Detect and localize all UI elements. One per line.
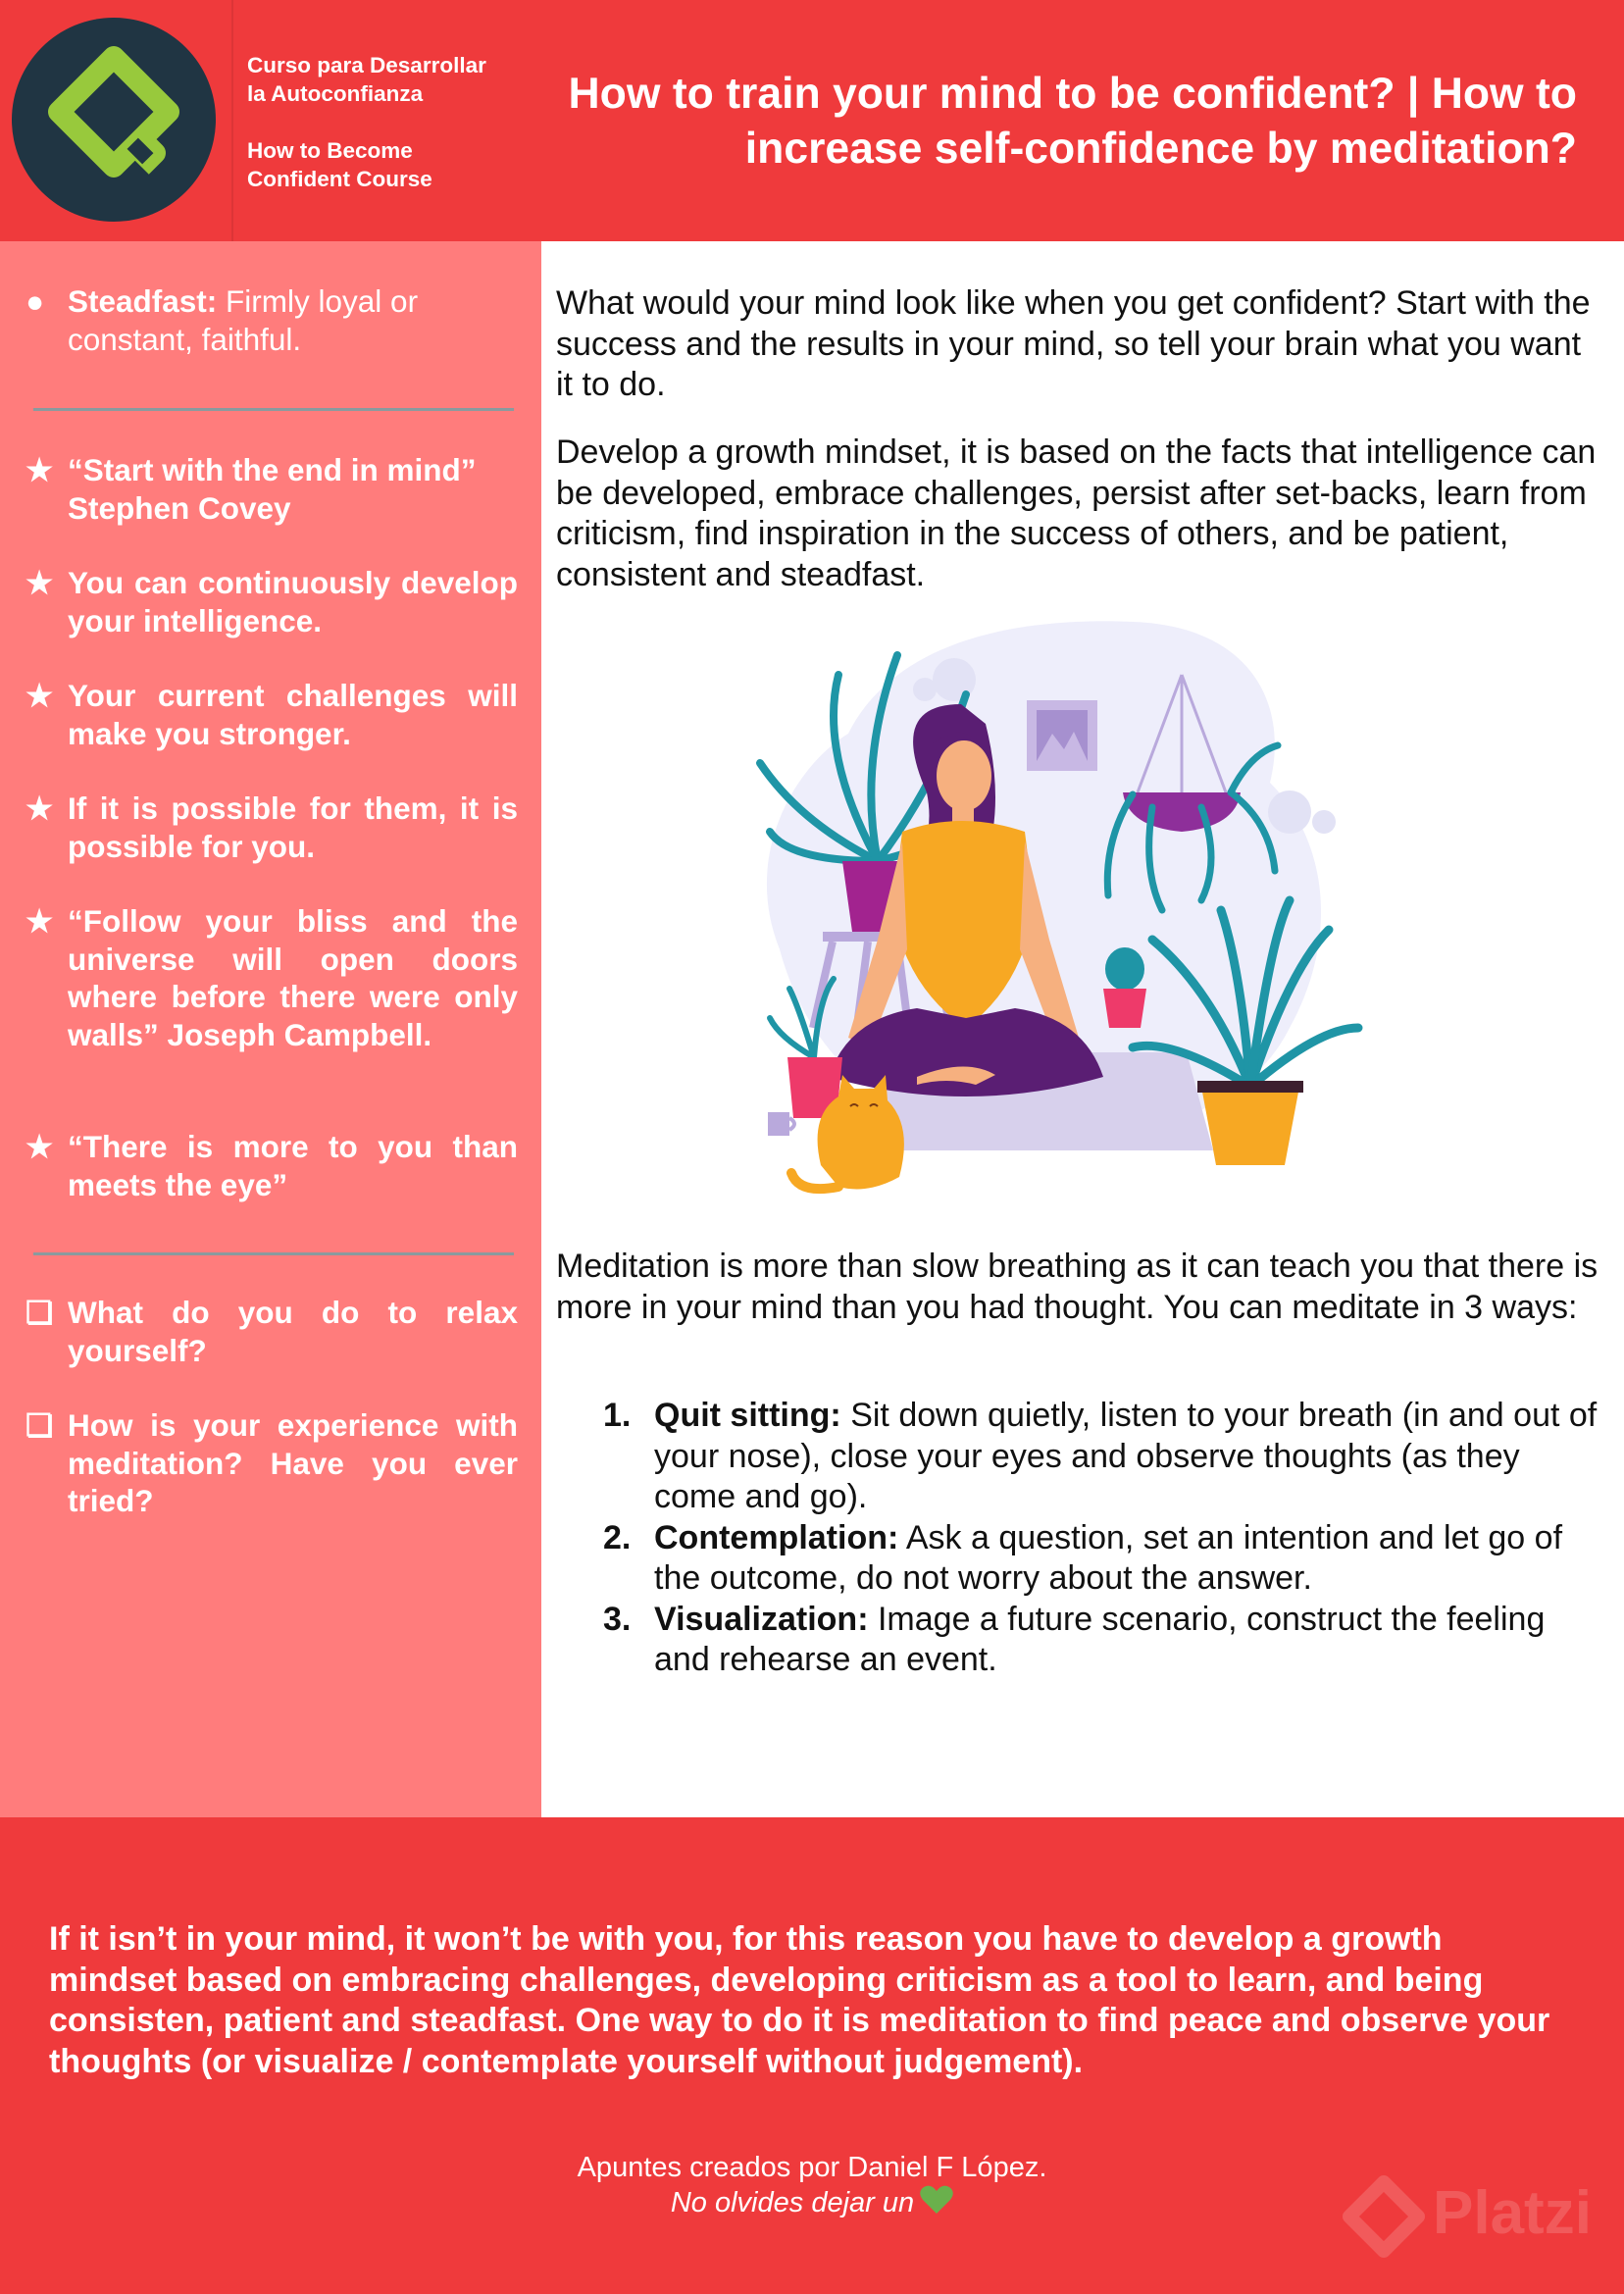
credit-reminder-text: No olvides dejar un (670, 2187, 915, 2218)
step-text: Ask a question, set an intention and let go of the outcome, do not worry about the answer. (654, 1518, 1563, 1597)
bullet-icon: ● (25, 283, 45, 319)
question-text: What do you do to relax yourself? (68, 1295, 518, 1368)
definition-text: Firmly loyal or constant, faithful. (68, 283, 419, 357)
quote-text: “Follow your bliss and the universe will open doors where before there were only walls” Joseph Campbell. (68, 903, 518, 1052)
quote-text: Your current challenges will make you stronger. (68, 678, 518, 751)
decor-bubble (1268, 790, 1311, 834)
palm-pot (1201, 1087, 1299, 1165)
footer (0, 1817, 1624, 2294)
platzi-logo (12, 18, 216, 222)
intro-paragraph: What would your mind look like when you get confident? Start with the success and the results in your mind, so tell your brain what you want it to do. (556, 284, 1591, 403)
step-text: Sit down quietly, listen to your breath (in and out of your nose), close your eyes and observe thoughts (as they come and go). (654, 1397, 1598, 1515)
quote-item (25, 902, 518, 1053)
quote-text: “Start with the end in mind” Stephen Covey (68, 452, 477, 526)
green-heart-icon (920, 2185, 953, 2215)
step-term: Visualization: (654, 1600, 869, 1638)
credit-author: Apuntes creados por Daniel F López. (577, 2152, 1047, 2183)
course-name-es: Curso para Desarrollar la Autoconfianza (247, 53, 486, 106)
header-divider (231, 0, 233, 241)
star-icon: ★ (25, 678, 54, 713)
quote-item (25, 1128, 518, 1203)
platzi-logo-icon (12, 18, 216, 222)
checkbox-icon: ❏ (25, 1407, 54, 1443)
definition-term: Steadfast: (68, 283, 218, 319)
cactus (1105, 947, 1144, 991)
meditation-steps-list (556, 1396, 1599, 1681)
platzi-watermark-icon (1340, 2174, 1428, 2263)
quote-item (25, 564, 518, 639)
header-banner (0, 0, 1624, 241)
decor-bubble (1312, 810, 1336, 834)
cup (768, 1112, 789, 1136)
decor-bubble (913, 678, 937, 701)
step-number: 2. (603, 1518, 632, 1556)
quote-item (25, 451, 518, 527)
checkbox-icon: ❏ (25, 1295, 54, 1330)
definition-item (25, 282, 518, 358)
quote-text: “There is more to you than meets the eye” (68, 1129, 518, 1202)
platzi-watermark (1340, 2174, 1592, 2268)
step-term: Contemplation: (654, 1518, 899, 1556)
divider (33, 1252, 514, 1255)
course-name-en: How to Become Confident Course (247, 138, 432, 191)
meditation-paragraph: Meditation is more than slow breathing as it can teach you that there is more in your mind than you had thought. You can meditate in 3 ways: (556, 1248, 1599, 1326)
quote-item (25, 677, 518, 752)
step-term: Quit sitting: (654, 1397, 841, 1434)
meditation-illustration (740, 616, 1363, 1195)
quote-text: If it is possible for them, it is possible for you. (68, 790, 518, 864)
step-text: Image a future scenario, construct the feeling and rehearse an event. (654, 1600, 1546, 1678)
question-text: How is your experience with meditation? Have you ever tried? (68, 1407, 518, 1518)
question-item (25, 1294, 518, 1369)
growth-mindset-paragraph: Develop a growth mindset, it is based on the facts that intelligence can be developed, embrace challenges, persist after set-backs, learn from criticism, find inspiration in the success of others, and be patient, consistent and steadfast. (556, 433, 1597, 593)
watermark-text: Platzi (1433, 2179, 1592, 2247)
star-icon: ★ (25, 452, 54, 487)
step-number: 3. (603, 1600, 632, 1638)
course-names (247, 51, 541, 193)
summary-text: If it isn’t in your mind, it won’t be with you, for this reason you have to develop a growth mindset based on embracing challenges, developing criticism as a tool to learn, and being consisten, patient and steadfast. One way to do it is meditation to find peace and observe your thoughts (or visualize / contemplate yourself without judgement). (49, 1920, 1550, 2080)
question-item (25, 1406, 518, 1520)
cactus-pot (1103, 989, 1146, 1028)
step-number: 1. (603, 1397, 632, 1434)
star-icon: ★ (25, 565, 54, 600)
list-item (556, 1518, 1599, 1600)
star-icon: ★ (25, 903, 54, 939)
quote-text: You can continuously develop your intelligence. (68, 565, 518, 638)
page-title: How to train your mind to be confident? | How to increase self-confidence by meditation? (568, 70, 1577, 173)
list-item (556, 1600, 1599, 1681)
star-icon: ★ (25, 790, 54, 826)
sidebar (0, 241, 541, 1817)
quote-item (25, 790, 518, 865)
star-icon: ★ (25, 1129, 54, 1164)
woman-face (937, 740, 991, 811)
list-item (556, 1396, 1599, 1518)
divider (33, 408, 514, 411)
